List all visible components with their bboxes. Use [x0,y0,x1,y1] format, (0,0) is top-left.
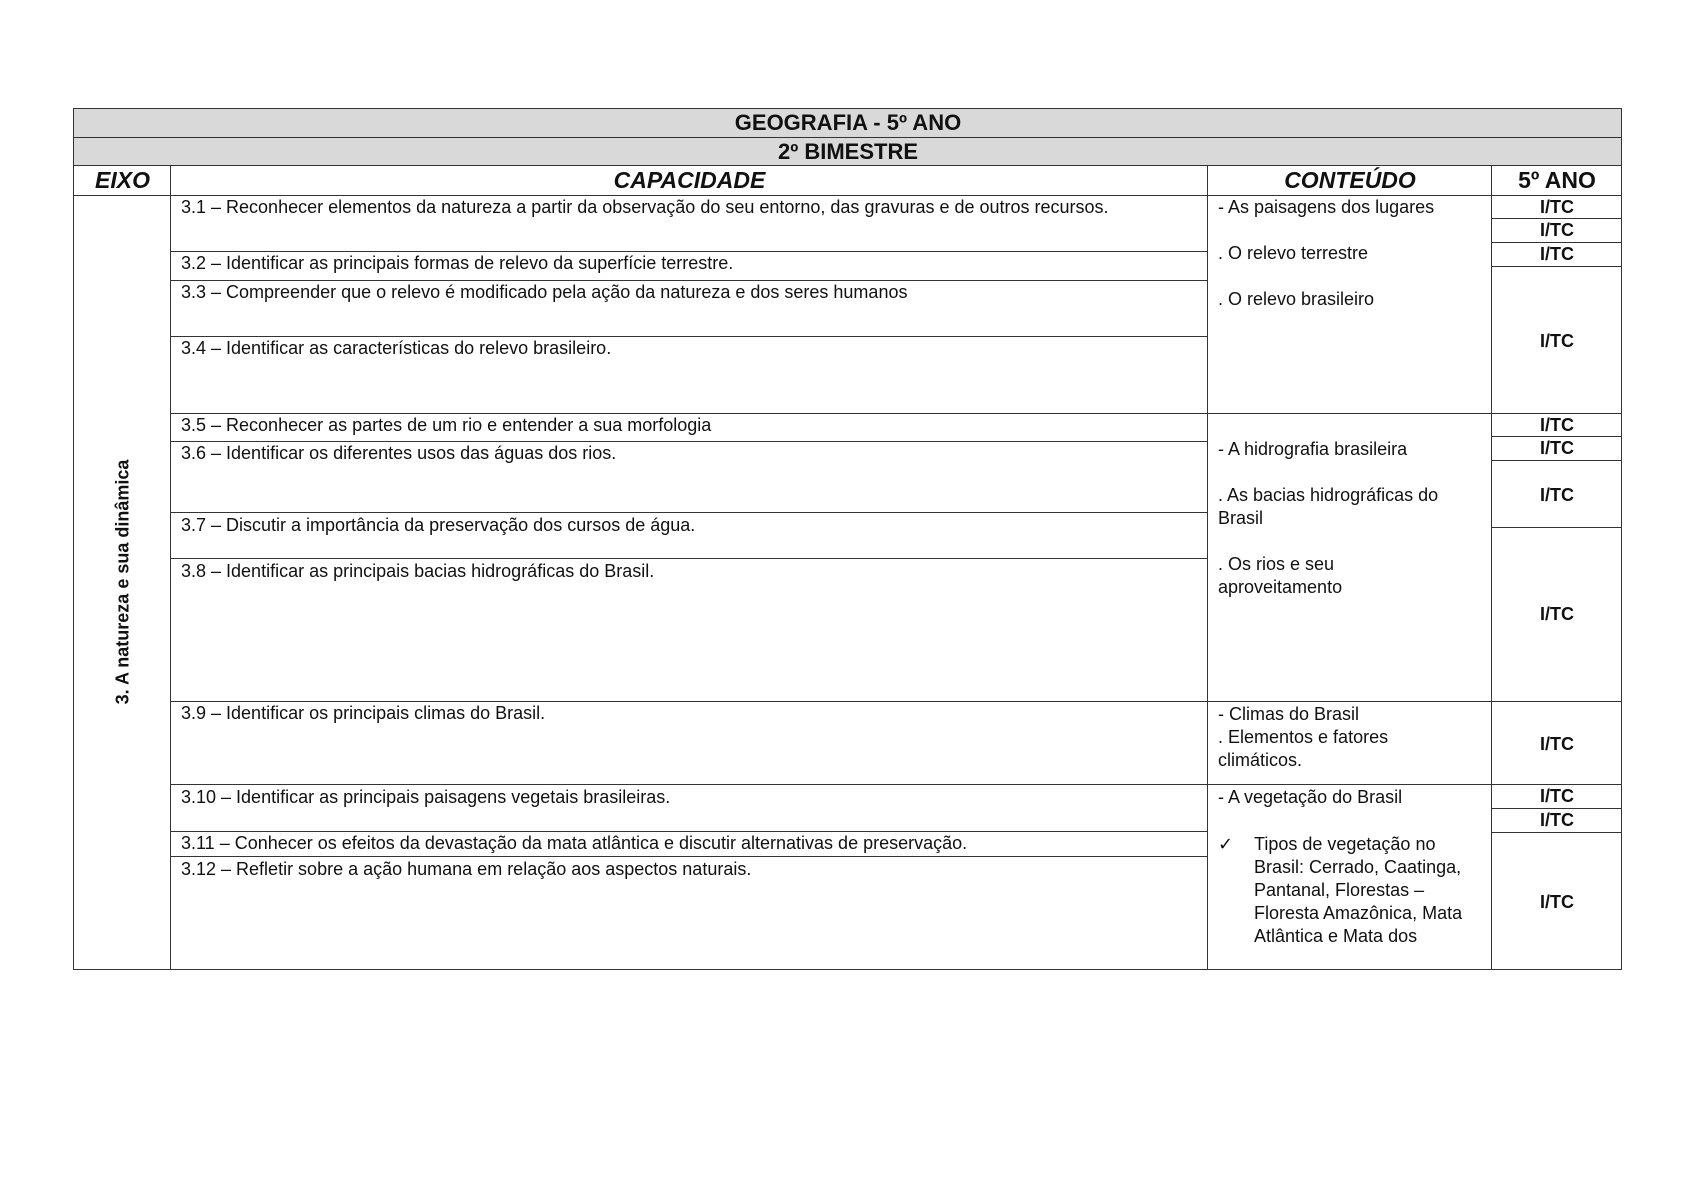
table-border-bottom [74,969,1622,970]
grid-line [171,856,1208,857]
grid-line [1207,166,1208,970]
itc-cell: I/TC [1540,485,1574,505]
itc-cell: I/TC [1540,786,1574,806]
grid-line [1492,527,1622,528]
conteudo-vegetacao: - A vegetação do Brasil [1218,787,1403,807]
capacidade-3-1: 3.1 – Reconhecer elementos da natureza a partir da observação do seu entorno, das gravuras e de outros recursos. [181,197,1109,217]
grid-line [74,137,1622,138]
itc-cell: I/TC [1540,331,1574,351]
grid-line [1208,701,1492,702]
conteudo-tipos-vegetacao [1218,833,1486,969]
capacidade-3-2: 3.2 – Identificar as principais formas de relevo da superfície terrestre. [181,253,734,273]
conteudo-bacias: . As bacias hidrográficas do Brasil [1218,485,1439,528]
conteudo-elementos-climaticos: . Elementos e fatores climáticos. [1218,727,1389,770]
itc-cell: I/TC [1540,220,1574,240]
capacidade-3-8: 3.8 – Identificar as principais bacias hidrográficas do Brasil. [181,561,655,581]
itc-cell: I/TC [1540,810,1574,830]
table-border-top [74,108,1622,109]
grid-line [1492,266,1622,267]
eixo-label: 3. A natureza e sua dinâmica [112,459,133,705]
header-capacidade: CAPACIDADE [613,167,766,193]
check-icon: ✓ [1218,834,1234,854]
grid-line [171,558,1208,559]
grid-line [1491,166,1492,970]
grid-line [1208,784,1492,785]
capacidade-3-4: 3.4 – Identificar as características do relevo brasileiro. [181,338,612,358]
itc-cell: I/TC [1540,244,1574,264]
capacidade-3-6: 3.6 – Identificar os diferentes usos das águas dos rios. [181,443,617,463]
conteudo-rios: . Os rios e seu aproveitamento [1218,554,1343,597]
grid-line [171,512,1208,513]
itc-cell: I/TC [1540,604,1574,624]
conteudo-paisagens: - As paisagens dos lugares [1218,197,1435,217]
capacidade-3-7: 3.7 – Discutir a importância da preservação dos cursos de água. [181,515,696,535]
header-eixo: EIXO [95,167,150,193]
conteudo-climas: - Climas do Brasil [1218,704,1360,724]
grid-line [1492,460,1622,461]
capacidade-3-9: 3.9 – Identificar os principais climas do Brasil. [181,703,546,723]
grid-line [74,165,1622,166]
itc-cell: I/TC [1540,892,1574,912]
itc-cell: I/TC [1540,197,1574,217]
grid-line [1208,413,1492,414]
itc-cell: I/TC [1540,734,1574,754]
grid-line [1492,832,1622,833]
header-conteudo: CONTEÚDO [1284,167,1416,193]
capacidade-3-11: 3.11 – Conhecer os efeitos da devastação da mata atlântica e discutir alternativas de preservação. [181,833,968,853]
capacidade-3-3: 3.3 – Compreender que o relevo é modificado pela ação da natureza e dos seres humanos [181,282,908,302]
capacidade-3-5: 3.5 – Reconhecer as partes de um rio e entender a sua morfologia [181,415,712,435]
grid-line [1492,701,1622,702]
conteudo-relevo-brasileiro: . O relevo brasileiro [1218,289,1375,309]
conteudo-hidrografia: - A hidrografia brasileira [1218,439,1408,459]
bimestre-title: 2º BIMESTRE [777,139,919,164]
itc-cell: I/TC [1540,415,1574,435]
tipos-vegetacao-text: Tipos de vegetação no Brasil: Cerrado, Caatinga, Pantanal, Florestas – Floresta Amazônica, Mata Atlântica e Mata dos [1254,834,1463,946]
header-ano: 5º ANO [1518,167,1596,193]
grid-line [171,784,1208,785]
itc-cell: I/TC [1540,438,1574,458]
capacidade-3-12: 3.12 – Refletir sobre a ação humana em relação aos aspectos naturais. [181,859,752,879]
capacidade-3-10: 3.10 – Identificar as principais paisagens vegetais brasileiras. [181,787,671,807]
document-title: GEOGRAFIA - 5º ANO [734,110,962,135]
grid-line [170,166,171,970]
conteudo-relevo-terrestre: . O relevo terrestre [1218,243,1369,263]
table-border-left [73,108,74,970]
